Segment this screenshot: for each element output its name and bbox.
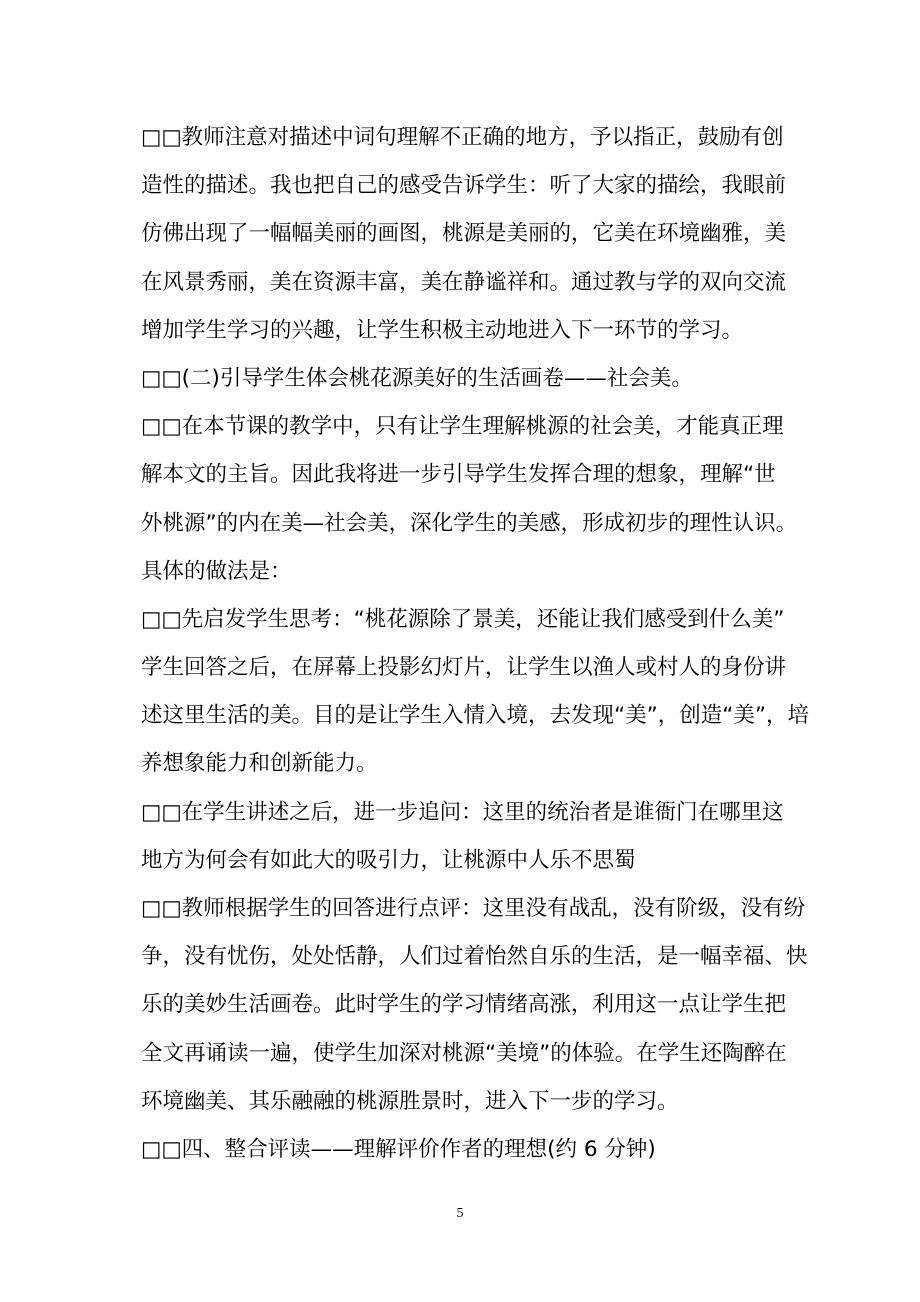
- text-line: □□先启发学生思考：“桃花源除了景美，还能让我们感受到什么美”: [141, 606, 785, 632]
- text-line: 增加学生学习的兴趣，让学生积极主动地进入下一环节的学习。: [141, 317, 744, 343]
- text-line: 解本文的主旨。因此我将进一步引导学生发挥合理的想象，理解“世: [141, 462, 776, 488]
- text-line: □□在本节课的教学中，只有让学生理解桃源的社会美，才能真正理: [141, 414, 784, 440]
- section-heading: □□四、整合评读——理解评价作者的理想(约 6 分钟): [141, 1136, 656, 1162]
- text-line: 在风景秀丽，美在资源丰富，美在静谧祥和。通过教与学的双向交流: [141, 269, 787, 295]
- body-text: [141, 114, 810, 1174]
- text-line: 养想象能力和创新能力。: [141, 751, 378, 777]
- text-line: 仿佛出现了一幅幅美丽的画图，桃源是美丽的，它美在环境幽雅，美: [141, 221, 787, 247]
- text-line: 造性的描述。我也把自己的感受告诉学生：听了大家的描绘，我眼前: [141, 173, 787, 199]
- text-line: 述这里生活的美。目的是让学生入情入境，去发现“美”，创造“美”，培: [141, 703, 810, 729]
- text-line: 地方为何会有如此大的吸引力，让桃源中人乐不思蜀: [141, 847, 636, 873]
- text-line: 具体的做法是：: [141, 558, 292, 584]
- text-line: 争，没有忧伤，处处恬静，人们过着怡然自乐的生活，是一幅幸福、快: [141, 944, 808, 970]
- text-line: 外桃源”的内在美—社会美，深化学生的美感，形成初步的理性认识。: [141, 510, 798, 536]
- text-line: 全文再诵读一遍，使学生加深对桃源“美境”的体验。在学生还陶醉在: [141, 1040, 787, 1066]
- text-line: □□教师注意对描述中词句理解不正确的地方，予以指正，鼓励有创: [141, 125, 784, 150]
- text-line: 环境幽美、其乐融融的桃源胜景时，进入下一步的学习。: [141, 1088, 679, 1114]
- text-line: □□在学生讲述之后，进一步追问：这里的统治者是谁衙门在哪里这: [141, 799, 784, 825]
- text-line: 乐的美妙生活画卷。此时学生的学习情绪高涨，利用这一点让学生把: [141, 992, 787, 1018]
- text-line: 学生回答之后，在屏幕上投影幻灯片，让学生以渔人或村人的身份讲: [141, 655, 787, 681]
- text-line: □□教师根据学生的回答进行点评：这里没有战乱，没有阶级，没有纷: [141, 896, 806, 921]
- page-number: 5: [456, 1206, 464, 1221]
- section-heading: □□(二)引导学生体会桃花源美好的生活画卷——社会美。: [141, 365, 693, 391]
